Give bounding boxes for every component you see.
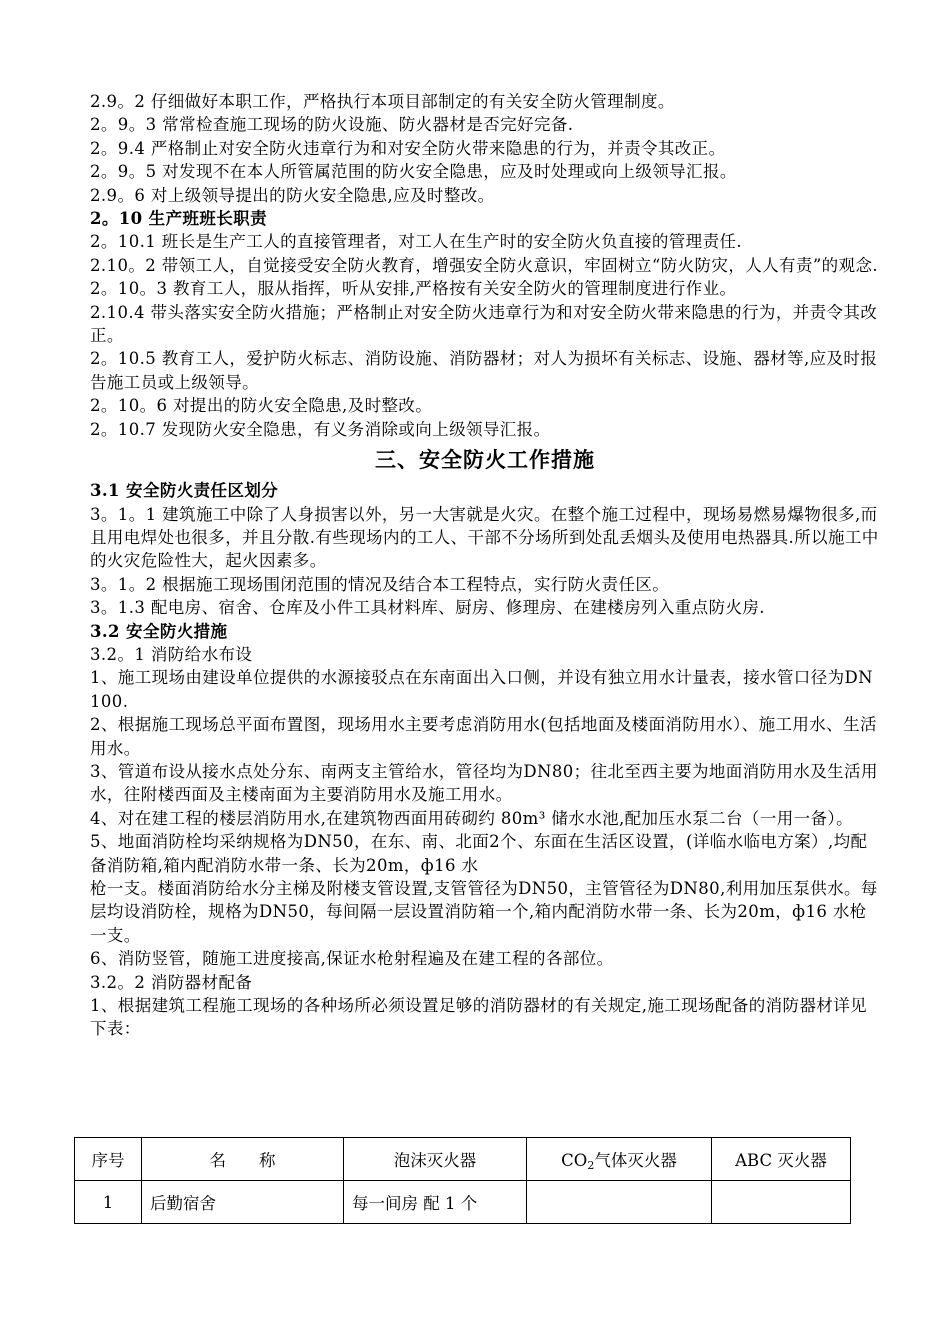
paragraph: 1、根据建筑工程施工现场的各种场所必须设置足够的消防器材的有关规定,施工现场配备的消防器材详见下表： — [90, 996, 868, 1039]
paragraph: 3.2。2 消防器材配备 — [90, 972, 253, 992]
paragraph: 2.10。2 带领工人，自觉接受安全防火教育，增强安全防火意识，牢固树立“防火防灾，人人有责”的观念. — [90, 255, 878, 275]
paragraph: 5、地面消防栓均采纳规格为DN50，在东、南、北面2个、东面在生活区设置，(详临水临电方案）,均配备消防箱,箱内配消防水带一条、长为20m，ф16 水 — [90, 832, 868, 875]
paragraph: 3.1 安全防火责任区划分 — [90, 481, 279, 501]
header-abc: ABC 灭火器 — [712, 1138, 851, 1181]
header-co2: $CO_2$气体灭火器 — [527, 1138, 712, 1181]
paragraph: 2。9。3 常常检查施工现场的防火设施、防火器材是否完好完备. — [90, 115, 574, 135]
cell-co2 — [527, 1181, 712, 1224]
paragraph: 1、施工现场由建设单位提供的水源接驳点在东南面出入口侧，并设有独立用水计量表，接水管口径为DN100. — [90, 668, 873, 711]
paragraph: 2.9。2 仔细做好本职工作，严格执行本项目部制定的有关安全防火管理制度。 — [90, 92, 675, 111]
paragraph: 2。10.1 班长是生产工人的直接管理者，对工人在生产时的安全防火负直接的管理责任. — [90, 232, 743, 252]
paragraph: 2。10.7 发现防火安全隐患，有义务消除或向上级领导汇报。 — [90, 419, 551, 439]
paragraph: 2.9。6 对上级领导提出的防火安全隐患,应及时整改。 — [90, 185, 495, 205]
section-two-paragraphs — [90, 90, 880, 441]
header-name: 名 称 — [142, 1138, 344, 1181]
cell-abc — [712, 1181, 851, 1224]
paragraph: 3.2。1 消防给水布设 — [90, 644, 253, 664]
paragraph: 2。9.4 严格制止对安全防火违章行为和对安全防火带来隐患的行为，并责令其改正。 — [90, 138, 726, 158]
paragraph: 2。10 生产班班长职责 — [90, 209, 267, 229]
paragraph: 3.2 安全防火措施 — [90, 621, 228, 641]
paragraph: 3。1.3 配电房、宿舍、仓库及小件工具材料库、厨房、修理房、在建楼房列入重点防火房. — [90, 598, 765, 618]
table-row — [75, 1181, 851, 1224]
paragraph: 3、管道布设从接水点处分东、南两支主管给水，管径均为DN80；往北至西主要为地面消防用水及生活用水，往附楼西面及主楼南面为主要消防用水及施工用水。 — [90, 761, 878, 805]
paragraph: 2。10。6 对提出的防火安全隐患,及时整改。 — [90, 396, 433, 416]
document-body — [90, 90, 880, 1041]
fire-equipment-table — [74, 1137, 851, 1224]
paragraph: 2、根据施工现场总平面布置图，现场用水主要考虑消防用水(包括地面及楼面消防用水）、施工用水、生活用水。 — [90, 715, 877, 758]
cell-index: 1 — [75, 1181, 142, 1224]
section-three-paragraphs — [90, 479, 880, 1041]
paragraph: 2。10.5 教育工人，爱护防火标志、消防设施、消防器材；对人为损坏有关标志、设施、器材等,应及时报告施工员或上级领导。 — [90, 349, 878, 392]
paragraph: 2。9。5 对发现不在本人所管属范围的防火安全隐患，应及时处理或向上级领导汇报。 — [90, 162, 737, 182]
cell-name: 后勤宿舍 — [142, 1181, 344, 1224]
paragraph: 枪一支。楼面消防给水分主梯及附楼支管设置,支管管径为DN50，主管管径为DN80,利用加压泵供水。每层均设消防栓，规格为DN50，每间隔一层设置消防箱一个,箱内配消防水带一条、长为20m，ф16 水枪一支。 — [90, 879, 878, 945]
paragraph: 4、对在建工程的楼层消防用水,在建筑物西面用砖砌约 80m³ 储水水池,配加压水泵二台（一用一备）。 — [90, 808, 853, 828]
paragraph: 2.10.4 带头落实安全防火措施；严格制止对安全防火违章行为和对安全防火带来隐患的行为，并责令其改正。 — [90, 302, 878, 346]
header-index: 序号 — [75, 1138, 142, 1181]
cell-foam: 每一间房 配 1 个 — [344, 1181, 527, 1224]
paragraph: 6、消防竖管，随施工进度接高,保证水枪射程遍及在建工程的各部位。 — [90, 949, 614, 969]
table-header-row — [75, 1138, 851, 1181]
section-title: 三、安全防火工作措施 — [375, 447, 595, 473]
paragraph: 3。1。2 根据施工现场围闭范围的情况及结合本工程特点，实行防火责任区。 — [90, 574, 670, 594]
header-foam: 泡沫灭火器 — [344, 1138, 527, 1181]
paragraph: 3。1。1 建筑施工中除了人身损害以外，另一大害就是火灾。在整个施工过程中，现场易燃易爆物很多,而且用电焊处也很多，并且分散.有些现场内的工人、干部不分场所到处乱丢烟头及使用电热器具.所以施工中的火灾危险性大，起火因素多。 — [90, 504, 879, 571]
paragraph: 2。10。3 教育工人，服从指挥，听从安排,严格按有关安全防火的管理制度进行作业。 — [90, 279, 737, 299]
